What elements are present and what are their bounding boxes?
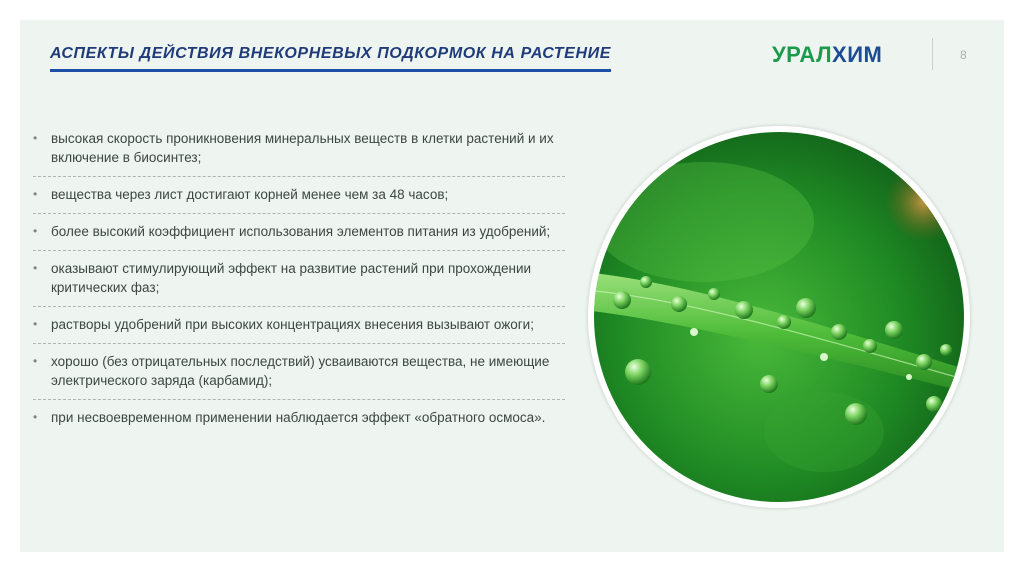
- bullet-icon: •: [33, 410, 38, 424]
- bullet-item: [33, 214, 565, 251]
- bullet-icon: •: [33, 354, 38, 368]
- bullet-item: [33, 400, 565, 436]
- bullet-icon: •: [33, 261, 38, 275]
- bullet-icon: •: [33, 317, 38, 331]
- bullet-item: [33, 251, 565, 307]
- bullet-text: растворы удобрений при высоких концентрациях внесения вызывают ожоги;: [51, 317, 534, 332]
- uralchem-logo: [772, 42, 882, 68]
- logo-part-1: УРАЛ: [772, 42, 833, 67]
- bullet-text: более высокий коэффициент использования элементов питания из удобрений;: [51, 224, 551, 239]
- page-number: 8: [960, 48, 967, 62]
- bullet-text: при несвоевременном применении наблюдается эффект «обратного осмоса».: [51, 410, 546, 425]
- bullet-icon: •: [33, 224, 38, 238]
- logo-part-2: ХИМ: [832, 42, 883, 67]
- bullet-item: [33, 307, 565, 344]
- slide: [20, 20, 1004, 552]
- bullet-icon: •: [33, 131, 38, 145]
- header-divider: [932, 38, 933, 70]
- bullet-icon: •: [33, 187, 38, 201]
- bullet-text: вещества через лист достигают корней менее чем за 48 часов;: [51, 187, 449, 202]
- bullet-text: оказывают стимулирующий эффект на развитие растений при прохождении критических фаз;: [51, 261, 532, 295]
- slide-title: АСПЕКТЫ ДЕЙСТВИЯ ВНЕКОРНЕВЫХ ПОДКОРМОК НА РАСТЕНИЕ: [50, 45, 611, 62]
- bullet-list: [33, 121, 565, 436]
- leaf-water-drops-photo: [588, 126, 970, 508]
- bullet-item: [33, 344, 565, 400]
- bullet-item: [33, 121, 565, 177]
- bullet-text: хорошо (без отрицательных последствий) усваиваются вещества, не имеющие электрического заряда (карбамид);: [51, 354, 550, 388]
- title-underline: [50, 69, 611, 72]
- bullet-text: высокая скорость проникновения минеральных веществ в клетки растений и их включение в биосинтез;: [51, 131, 554, 165]
- bullet-item: [33, 177, 565, 214]
- leaf-drops-illustration: [594, 132, 964, 502]
